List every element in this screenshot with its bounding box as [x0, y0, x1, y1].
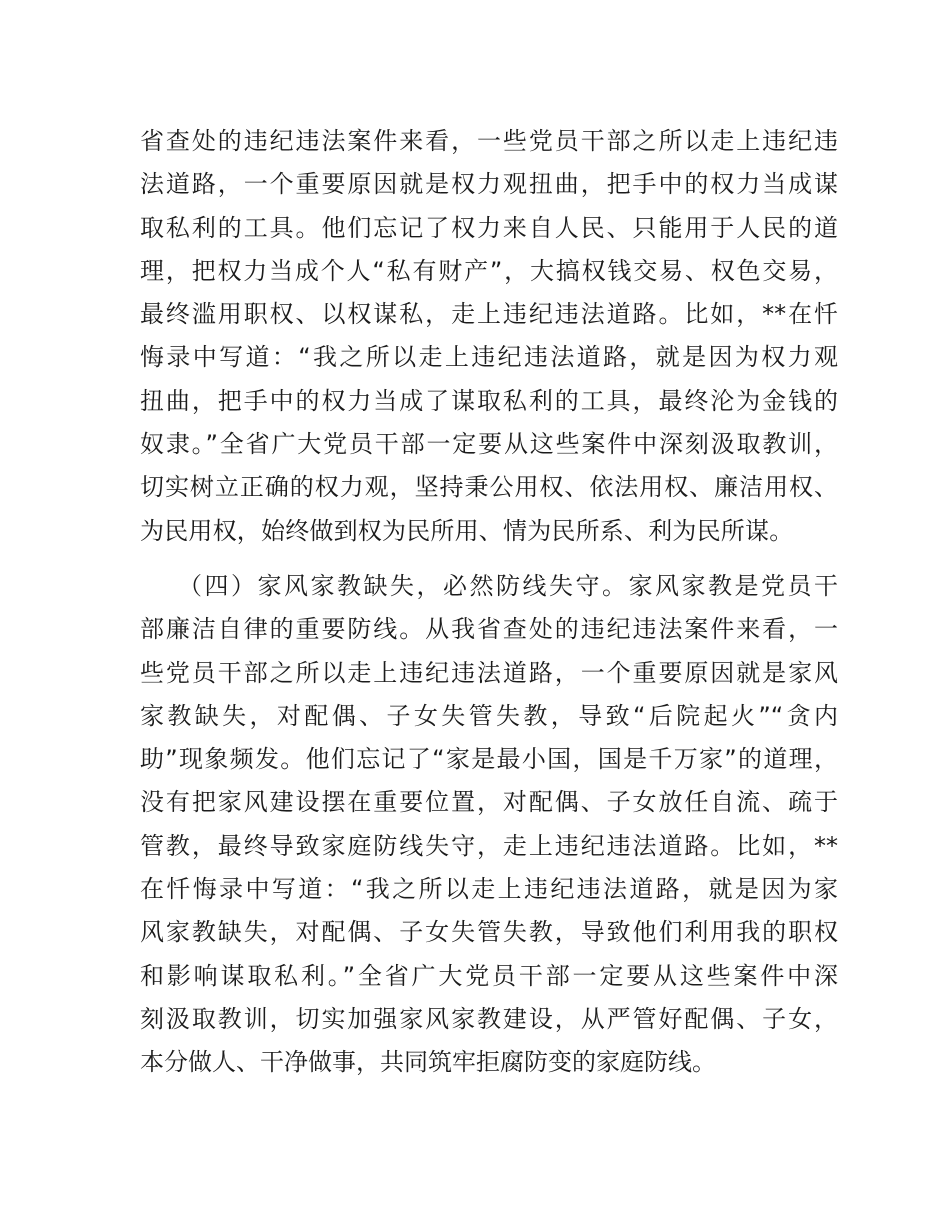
text-line: 风家教缺失，对配偶、子女失管失教，导致他们利用我的职权	[140, 918, 838, 947]
document-page	[140, 120, 838, 1085]
text-line: 取私利的工具。他们忘记了权力来自人民、只能用于人民的道	[140, 213, 838, 242]
text-line: 悔录中写道：“我之所以走上违纪违法道路，就是因为权力观	[140, 343, 838, 372]
text-line: 些党员干部之所以走上违纪违法道路，一个重要原因就是家风	[140, 658, 838, 687]
text-line: 最终滥用职权、以权谋私，走上违纪违法道路。比如，**在忏	[140, 300, 838, 329]
text-line: 切实树立正确的权力观，坚持秉公用权、依法用权、廉洁用权、	[140, 473, 838, 502]
text-line: 省查处的违纪违法案件来看，一些党员干部之所以走上违纪违	[140, 127, 838, 155]
text-line: 助”现象频发。他们忘记了“家是最小国，国是千万家”的道理，	[140, 745, 838, 774]
text-line: 和影响谋取私利。”全省广大党员干部一定要从这些案件中深	[140, 961, 838, 990]
text-line: 本分做人、干净做事，共同筑牢拒腐防变的家庭防线。	[140, 1048, 716, 1077]
text-line: 在忏悔录中写道：“我之所以走上违纪违法道路，就是因为家	[140, 875, 838, 904]
text-line: 家教缺失，对配偶、子女失管失教，导致“后院起火”“贪内	[140, 701, 838, 730]
text-line: 扭曲，把手中的权力当成了谋取私利的工具，最终沦为金钱的	[140, 386, 838, 415]
text-line: 奴隶。”全省广大党员干部一定要从这些案件中深刻汲取教训，	[140, 430, 838, 459]
paragraph-power-view	[140, 120, 838, 553]
text-line: 为民用权，始终做到权为民所用、情为民所系、利为民所谋。	[140, 516, 794, 545]
text-line: 法道路，一个重要原因就是权力观扭曲，把手中的权力当成谋	[140, 170, 838, 199]
text-line: 管教，最终导致家庭防线失守，走上违纪违法道路。比如，**	[140, 831, 838, 860]
text-line: 理，把权力当成个人“私有财产”，大搞权钱交易、权色交易，	[140, 256, 838, 285]
paragraph-family-values	[140, 565, 838, 1085]
text-line: 没有把家风建设摆在重要位置，对配偶、子女放任自流、疏于	[140, 788, 838, 817]
text-line: 部廉洁自律的重要防线。从我省查处的违纪违法案件来看，一	[140, 615, 838, 644]
section-heading-line: （四）家风家教缺失，必然防线失守。家风家教是党员干	[178, 571, 838, 600]
text-line: 刻汲取教训，切实加强家风家教建设，从严管好配偶、子女，	[140, 1004, 838, 1033]
